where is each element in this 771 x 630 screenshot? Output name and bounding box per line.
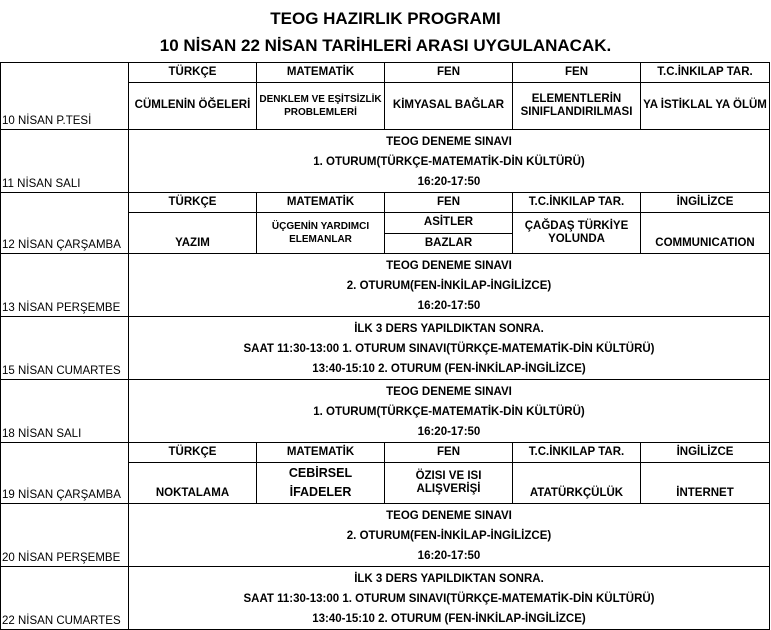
exam-line: 1. OTURUM(TÜRKÇE-MATEMATİK-DİN KÜLTÜRÜ) bbox=[313, 406, 585, 418]
date-cell: 22 NİSAN CUMARTES bbox=[1, 567, 129, 630]
date-cell: 10 NİSAN P.TESİ bbox=[1, 63, 129, 130]
title-line-2: 10 NİSAN 22 NİSAN TARİHLERİ ARASI UYGULANACAK. bbox=[159, 36, 612, 55]
table-row bbox=[1, 504, 770, 567]
table-row bbox=[1, 193, 770, 213]
exam-line: SAAT 11:30-13:00 1. OTURUM SINAVI(TÜRKÇE-MATEMATİK-DİN KÜLTÜRÜ) bbox=[243, 593, 655, 605]
exam-line: 2. OTURUM(FEN-İNKİLAP-İNGİLİZCE) bbox=[346, 530, 552, 542]
exam-cell bbox=[129, 317, 770, 380]
schedule-table bbox=[0, 62, 770, 630]
date-cell: 15 NİSAN CUMARTES bbox=[1, 317, 129, 380]
exam-line: TEOG DENEME SINAVI bbox=[386, 136, 512, 148]
subject-header: MATEMATİK bbox=[257, 443, 385, 463]
table-row bbox=[1, 443, 770, 463]
exam-line: 13:40-15:10 2. OTURUM (FEN-İNKİLAP-İNGİLİZCE) bbox=[312, 363, 586, 375]
topic-cell: NOKTALAMA bbox=[129, 463, 257, 504]
subject-header: T.C.İNKILAP TAR. bbox=[513, 193, 641, 213]
date-cell: 19 NİSAN ÇARŞAMBA bbox=[1, 443, 129, 504]
table-row bbox=[1, 567, 770, 630]
table-row bbox=[1, 63, 770, 83]
subject-header: MATEMATİK bbox=[257, 193, 385, 213]
date-cell: 12 NİSAN ÇARŞAMBA bbox=[1, 193, 129, 254]
topic-cell: ELEMENTLERİN SINIFLANDIRILMASI bbox=[513, 83, 641, 130]
table-row bbox=[1, 254, 770, 317]
exam-line: 2. OTURUM(FEN-İNKİLAP-İNGİLİZCE) bbox=[346, 280, 552, 292]
title-block bbox=[0, 0, 771, 62]
exam-line: 16:20-17:50 bbox=[417, 550, 481, 562]
subject-header: TÜRKÇE bbox=[129, 63, 257, 83]
table-row bbox=[1, 130, 770, 193]
topic-cell: BAZLAR bbox=[385, 234, 513, 254]
date-cell: 11 NİSAN SALI bbox=[1, 130, 129, 193]
subject-header: FEN bbox=[385, 443, 513, 463]
topic-cell: ATATÜRKÇÜLÜK bbox=[513, 463, 641, 504]
topic-cell: COMMUNICATION bbox=[641, 213, 770, 254]
exam-cell bbox=[129, 130, 770, 193]
exam-line: 16:20-17:50 bbox=[417, 426, 481, 438]
topic-cell: ÜÇGENİN YARDIMCI ELEMANLAR bbox=[257, 213, 385, 254]
date-cell: 18 NİSAN SALI bbox=[1, 380, 129, 443]
subject-header: TÜRKÇE bbox=[129, 443, 257, 463]
subject-header: FEN bbox=[385, 193, 513, 213]
exam-line: 13:40-15:10 2. OTURUM (FEN-İNKİLAP-İNGİLİZCE) bbox=[312, 613, 586, 625]
title-line-1: TEOG HAZIRLIK PROGRAMI bbox=[270, 9, 501, 28]
topic-cell: KİMYASAL BAĞLAR bbox=[385, 83, 513, 130]
exam-line: 1. OTURUM(TÜRKÇE-MATEMATİK-DİN KÜLTÜRÜ) bbox=[313, 156, 585, 168]
topic-cell: YA İSTİKLAL YA ÖLÜM bbox=[641, 83, 770, 130]
subject-header: İNGİLİZCE bbox=[641, 193, 770, 213]
subject-header: MATEMATİK bbox=[257, 63, 385, 83]
exam-cell bbox=[129, 380, 770, 443]
exam-line: TEOG DENEME SINAVI bbox=[386, 386, 512, 398]
subject-header: FEN bbox=[513, 63, 641, 83]
exam-line: TEOG DENEME SINAVI bbox=[386, 260, 512, 272]
subject-header: İNGİLİZCE bbox=[641, 443, 770, 463]
exam-line: İLK 3 DERS YAPILDIKTAN SONRA. bbox=[354, 573, 544, 585]
subject-header: FEN bbox=[385, 63, 513, 83]
exam-cell bbox=[129, 567, 770, 630]
exam-line: 16:20-17:50 bbox=[417, 176, 481, 188]
table-row bbox=[1, 317, 770, 380]
topic-cell: İNTERNET bbox=[641, 463, 770, 504]
date-cell: 13 NİSAN PERŞEMBE bbox=[1, 254, 129, 317]
topic-cell: ÇAĞDAŞ TÜRKİYE YOLUNDA bbox=[513, 213, 641, 254]
exam-cell bbox=[129, 504, 770, 567]
exam-line: TEOG DENEME SINAVI bbox=[386, 510, 512, 522]
topic-cell: DENKLEM VE EŞİTSİZLİK PROBLEMLERİ bbox=[257, 83, 385, 130]
topic-cell: YAZIM bbox=[129, 213, 257, 254]
subject-header: T.C.İNKILAP TAR. bbox=[513, 443, 641, 463]
table-row bbox=[1, 380, 770, 443]
exam-line: SAAT 11:30-13:00 1. OTURUM SINAVI(TÜRKÇE-MATEMATİK-DİN KÜLTÜRÜ) bbox=[243, 343, 655, 355]
topic-cell: CEBİRSEL İFADELER bbox=[257, 463, 385, 504]
date-cell: 20 NİSAN PERŞEMBE bbox=[1, 504, 129, 567]
topic-cell: CÜMLENİN ÖĞELERİ bbox=[129, 83, 257, 130]
subject-header: T.C.İNKILAP TAR. bbox=[641, 63, 770, 83]
topic-cell: ASİTLER bbox=[385, 213, 513, 234]
exam-line: 16:20-17:50 bbox=[417, 300, 481, 312]
subject-header: TÜRKÇE bbox=[129, 193, 257, 213]
exam-cell bbox=[129, 254, 770, 317]
topic-cell: ÖZISI VE ISI ALIŞVERİŞİ bbox=[385, 463, 513, 504]
exam-line: İLK 3 DERS YAPILDIKTAN SONRA. bbox=[354, 323, 544, 335]
